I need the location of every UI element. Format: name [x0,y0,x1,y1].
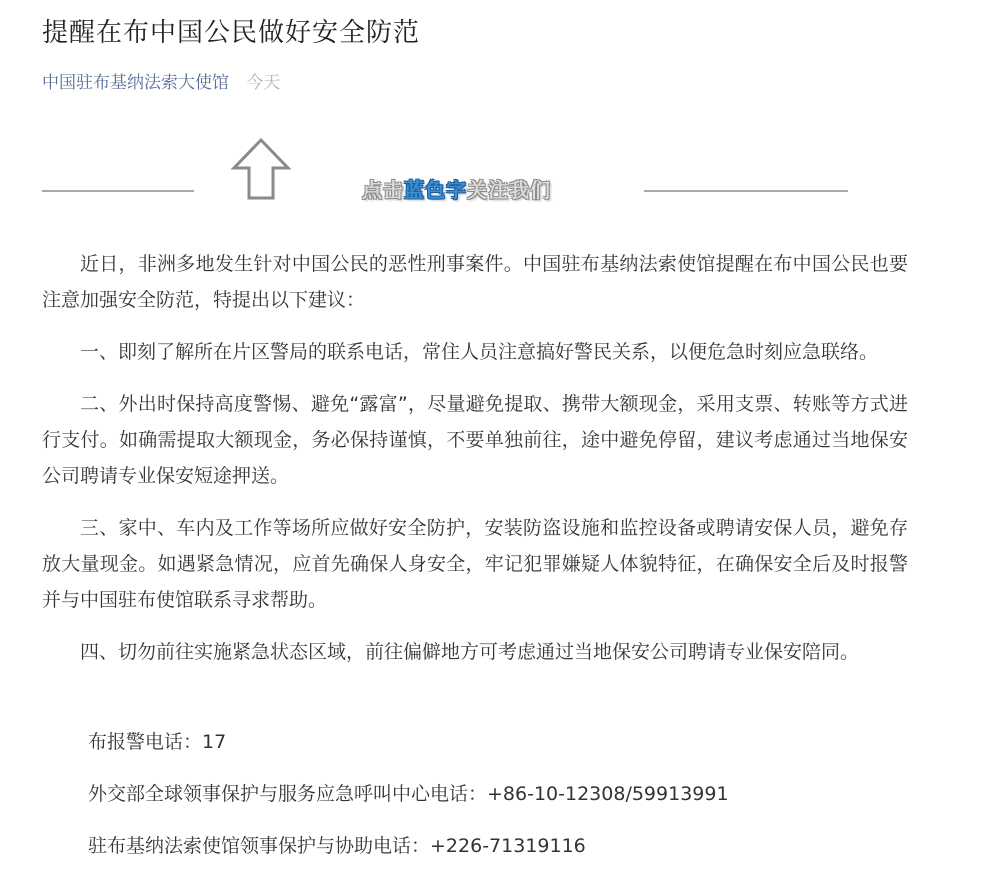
paragraph: 四、切勿前往实施紧急状态区域，前往偏僻地方可考虑通过当地保安公司聘请专业保安陪同。 [80,641,860,663]
follow-us-text[interactable] [362,174,551,203]
article-title: 提醒在布中国公民做好安全防范 [42,18,421,48]
follow-highlight: 蓝色字 [404,178,467,202]
up-arrow-icon[interactable] [226,134,296,204]
contact-number: +226-71319116 [430,835,586,857]
paragraph: 二、外出时保持高度警惕、避免“露富”，尽量避免提取、携带大额现金，采用支票、转账等方式进行支付。如确需提取大额现金，务必保持谨慎，不要单独前往，途中避免停留，建议考虑通过当地保安公司聘请专业保安短途押送。 [42,393,908,487]
follow-suffix: 关注我们 [467,178,551,202]
contact-number: 17 [202,731,227,753]
contact-number: +86-10-12308/59913991 [487,783,729,805]
contact-row-mfa [88,780,968,808]
follow-prefix: 点击 [362,178,404,202]
contact-row-embassy [88,832,968,860]
divider-left [42,190,194,192]
paragraph: 一、即刻了解所在片区警局的联系电话，常住人员注意搞好警民关系，以便危急时刻应急联络。 [80,341,879,363]
article-body [42,246,908,686]
contact-label: 驻布基纳法索使馆领事保护与协助电话： [88,835,431,857]
contact-label: 外交部全球领事保护与服务应急呼叫中心电话： [88,783,488,805]
divider-right [644,190,848,192]
article-meta [42,68,280,93]
paragraph: 三、家中、车内及工作等场所应做好安全防护，安装防盗设施和监控设备或聘请安保人员，避免存放大量现金。如遇紧急情况，应首先确保人身安全，牢记犯罪嫌疑人体貌特征，在确保安全后及时报警并与中国驻布使馆联系寻求帮助。 [42,517,908,611]
contact-label: 布报警电话： [88,731,203,753]
paragraph: 近日，非洲多地发生针对中国公民的恶性刑事案件。中国驻布基纳法索使馆提醒在布中国公民也要注意加强安全防范，特提出以下建议： [42,253,908,311]
follow-banner [0,128,1000,208]
contact-list [88,728,968,860]
account-name-link[interactable]: 中国驻布基纳法索大使馆 [42,73,229,93]
publish-date: 今天 [246,73,281,93]
contact-row-police [88,728,968,756]
